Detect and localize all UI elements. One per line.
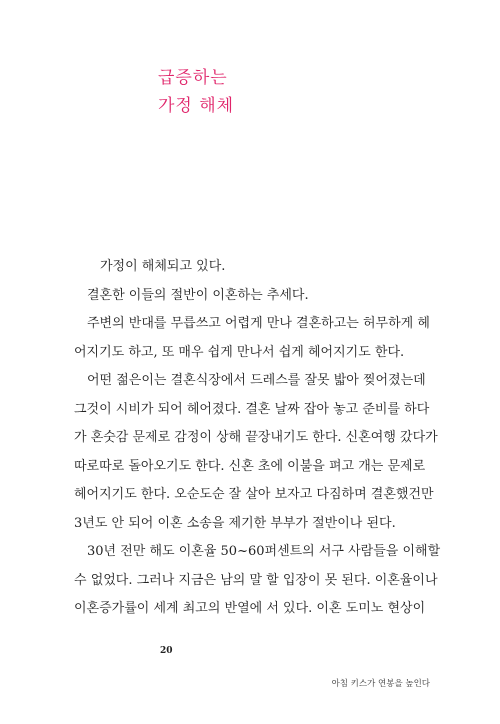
text-line: 가 혼숫감 문제로 감정이 상해 끝장내기도 한다. 신혼여행 갔다가 bbox=[74, 430, 438, 445]
text-line: 결혼한 이들의 절반이 이혼하는 추세다. bbox=[87, 287, 309, 303]
text-line: 헤어지기도 한다. 오순도순 잘 살아 보자고 다짐하며 결혼했건만 bbox=[74, 487, 434, 502]
running-footer: 아침 키스가 연봉을 높인다 bbox=[331, 679, 430, 689]
text-line: 주변의 반대를 무릅쓰고 어렵게 만나 결혼하고는 허무하게 헤 bbox=[87, 316, 430, 331]
chapter-title bbox=[158, 64, 234, 120]
text-line: 30년 전만 해도 이혼율 50~60퍼센트의 서구 사람들을 이해할 bbox=[87, 544, 441, 559]
text-line: 그것이 시비가 되어 헤어졌다. 결혼 날짜 잡아 놓고 준비를 하다 bbox=[74, 401, 430, 417]
page-number: 20 bbox=[160, 646, 173, 656]
text-line: 3년도 안 되어 이혼 소송을 제기한 부부가 절반이나 된다. bbox=[74, 515, 396, 531]
chapter-title-line-2: 가정 해체 bbox=[158, 96, 235, 116]
text-line: 이혼증가률이 세계 최고의 반열에 서 있다. 이혼 도미노 현상이 bbox=[74, 601, 426, 616]
text-line: 가정이 해체되고 있다. bbox=[74, 259, 226, 274]
text-line: 어지기도 하고, 또 매우 쉽게 만나서 쉽게 헤어지기도 한다. bbox=[74, 344, 405, 360]
text-line: 수 없었다. 그러나 지금은 남의 말 할 입장이 못 된다. 이혼율이나 bbox=[74, 572, 438, 588]
text-line: 어떤 젊은이는 결혼식장에서 드레스를 잘못 밟아 찢어졌는데 bbox=[87, 373, 426, 388]
text-line: 따로따로 돌아오기도 한다. 신혼 초에 이불을 펴고 개는 문제로 bbox=[74, 458, 426, 474]
chapter-title-line-1: 급증하는 bbox=[158, 68, 228, 88]
body-text bbox=[74, 253, 441, 624]
